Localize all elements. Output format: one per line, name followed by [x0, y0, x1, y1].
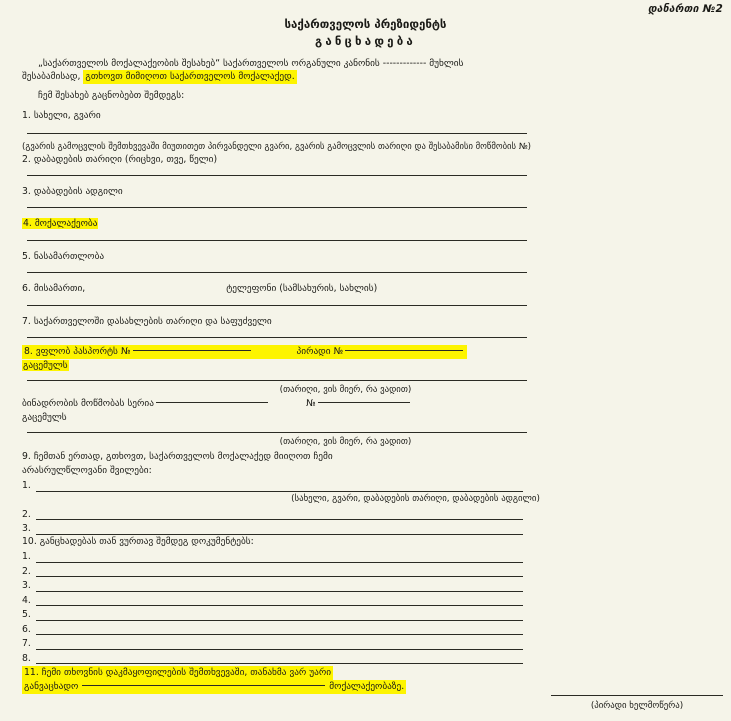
document-body	[0, 57, 731, 694]
list-item-blank	[36, 625, 523, 635]
field-blank-personal-number	[345, 350, 463, 351]
field-blank-residence-series	[156, 402, 268, 403]
signature-caption: (პირადი ხელმოწერა)	[590, 701, 684, 711]
field-label-residence-issued: გაცემულს	[22, 411, 67, 423]
field-label-passport-issued-row	[22, 359, 709, 372]
field-label-renunciation-line2	[22, 680, 709, 694]
list-item-number: 8.	[22, 652, 31, 664]
document-subtitle: განცხადება	[315, 34, 416, 49]
field-label-renunciation-line1	[22, 666, 709, 680]
field-label-name: 1. სახელი, გვარი	[22, 110, 101, 122]
list-item	[22, 635, 709, 650]
field-label-phone: ტელეფონი (სამსახურის, სახლის)	[226, 283, 378, 295]
field-note-issue-details: (თარიღი, ვის მიერ, რა ვადით)	[279, 385, 412, 396]
list-item-blank	[36, 654, 523, 664]
field-blank-residence-number	[318, 402, 410, 403]
signature-block	[551, 695, 723, 711]
field-renunciation-text1: 11. ჩემი თხოვნის დაკმაყოფილების შემთხვევაში, თანახმა ვარ უარი	[24, 667, 332, 679]
intro-paragraph-line2	[22, 70, 709, 83]
field-passport-group	[22, 345, 467, 359]
field-label-citizenship-text: 4. მოქალაქეობა	[23, 218, 98, 230]
field-note-child-details: (სახელი, გვარი, დაბადების თარიღი, დაბადების ადგილი)	[291, 493, 540, 504]
field-label-residence-row	[22, 397, 709, 410]
list-item-number: 1.	[22, 551, 31, 563]
field-label-birth-date: 2. დაბადების თარიღი (რიცხვი, თვე, წელი)	[22, 153, 218, 165]
list-item-number: 4.	[22, 594, 31, 606]
field-label-birth-place: 3. დაბადების ადგილი	[22, 186, 123, 197]
list-item-number: 2.	[22, 508, 31, 520]
list-item-blank	[36, 482, 523, 492]
field-renunciation-text3: მოქალაქეობაზე.	[329, 681, 405, 693]
field-label-residence-number: №	[305, 398, 316, 410]
list-item-blank	[36, 510, 523, 520]
list-item-blank	[36, 525, 523, 535]
field-label-address-row	[22, 282, 709, 295]
field-label-children-line1: 9. ჩემთან ერთად, გთხოვთ, საქართველოს მოქალაქედ მიიღოთ ჩემი	[22, 451, 333, 463]
field-renunciation-text2: განვაცხადო	[24, 681, 79, 693]
list-item	[22, 606, 709, 621]
field-label-personal-number: პირადი №	[296, 346, 344, 358]
field-label-criminal-record: 5. ნასამართლობა	[22, 250, 105, 262]
intro-text-part1: „საქართველოს მოქალაქეობის შესახებ“ საქართველოს ორგანული კანონის ------------- მუხლის	[38, 57, 464, 69]
field-label-issued: გაცემულს	[23, 359, 68, 371]
field-label-passport: 8. ვფლობ პასპორტს №	[24, 346, 131, 358]
list-item-number: 1.	[22, 480, 31, 492]
list-item-number: 5.	[22, 609, 31, 621]
field-blank-renunciation	[82, 685, 325, 686]
list-item-number: 6.	[22, 623, 31, 635]
field-label-address: 6. მისამართი,	[22, 283, 86, 295]
list-item-blank	[36, 582, 523, 592]
list-item-blank	[36, 567, 523, 577]
field-note-issue-details-2: (თარიღი, ვის მიერ, რა ვადით)	[279, 437, 412, 448]
field-label-passport-row	[22, 345, 709, 358]
field-label-settlement: 7. საქართველოში დასახლების თარიღი და საფუძველი	[22, 315, 272, 327]
list-item-blank	[36, 553, 523, 563]
field-note-surname-change: (გვარის გამოცვლის შემთხვევაში მიუთითეთ პირვანდელი გვარი, გვარის გამოცვლის თარიღი და შესაბამისი მოწმობის №)	[22, 141, 531, 152]
intro-paragraph-line1	[22, 57, 709, 70]
list-item-blank	[36, 611, 523, 621]
field-blank-passport-number	[133, 350, 251, 351]
signature-line	[551, 695, 723, 696]
list-item	[22, 477, 709, 492]
list-item	[22, 563, 709, 578]
list-item	[22, 548, 709, 563]
list-item	[22, 520, 709, 535]
field-renunciation-group	[22, 680, 406, 694]
field-label-attachments: 10. განცხადებას თან ვურთავ შემდეგ დოკუმენტებს:	[22, 535, 254, 547]
list-item-number: 7.	[22, 638, 31, 650]
intro-text-part3: ჩემ შესახებ გაცნობებთ შემდეგს:	[38, 89, 185, 101]
field-label-citizenship	[22, 217, 709, 230]
list-item	[22, 650, 709, 665]
list-item-blank	[36, 596, 523, 606]
list-item-number: 3.	[22, 523, 31, 535]
field-label-residence-series: ბინადრობის მოწმობას სერია	[22, 398, 154, 410]
field-label-children-line2: არასრულწლოვანი შვილები:	[22, 464, 152, 476]
list-item-number: 3.	[22, 580, 31, 592]
intro-highlighted-request: გთხოვთ მიმიღოთ საქართველოს მოქალაქედ.	[85, 71, 295, 83]
list-item	[22, 621, 709, 636]
list-item	[22, 506, 709, 521]
list-item	[22, 577, 709, 592]
annex-label: დანართი №2	[647, 3, 723, 15]
intro-text-part2: შესაბამისად,	[22, 71, 81, 83]
list-item-blank	[36, 640, 523, 650]
page-title: საქართველოს პრეზიდენტს	[284, 17, 447, 31]
list-item-number: 2.	[22, 565, 31, 577]
list-item	[22, 592, 709, 607]
intro-paragraph-line3	[22, 89, 709, 102]
document-title-block	[0, 0, 731, 51]
